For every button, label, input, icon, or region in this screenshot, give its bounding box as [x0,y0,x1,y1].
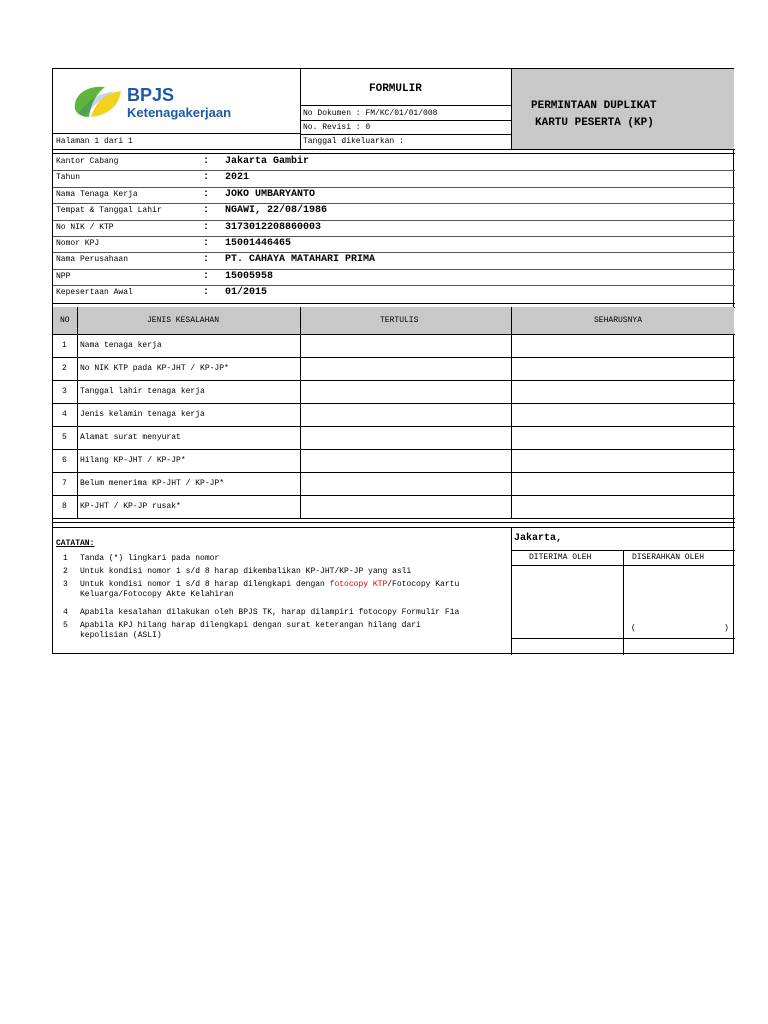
cell-seharusnya[interactable] [512,404,734,425]
th-no: NO [60,316,70,325]
field-label: Tahun [56,173,81,183]
cell-seharusnya[interactable] [512,335,734,356]
row-jenis-kesalahan: No NIK KTP pada KP-JHT / KP-JP* [80,364,229,373]
note-number: 1 [63,554,68,563]
cell-seharusnya[interactable] [512,427,734,448]
th-jenis-kesalahan: JENIS KESALAHAN [147,316,220,325]
halaman: Halaman 1 dari 1 [56,137,133,146]
field-colon: : [203,221,210,233]
logo-sub: Ketenagakerjaan [127,105,232,120]
field-label: Kepesertaan Awal [56,288,133,298]
paren-close: ) [724,624,729,633]
field-colon: : [203,205,210,217]
cell-tertulis[interactable] [301,404,510,425]
title-line-1: PERMINTAAN DUPLIKAT [531,100,657,112]
form-duplikat-kartu-peserta [52,68,734,654]
note-text: Apabila KPJ hilang harap dilengkapi dengan surat keterangan hilang dari [80,621,421,630]
logo-brand: BPJS [127,85,175,105]
field-label: Nomor KPJ [56,239,100,248]
cell-seharusnya[interactable] [512,496,734,517]
row-number: 5 [62,433,67,442]
th-tertulis: TERTULIS [380,316,419,325]
note-text: Apabila kesalahan dilakukan oleh BPJS TK, harap dilampiri fotocopy Formulir F1a [80,608,460,617]
note-text-part: /Fotocopy Kartu [387,580,460,589]
row-jenis-kesalahan: Nama tenaga kerja [80,341,162,350]
th-seharusnya: SEHARUSNYA [594,316,643,325]
field-colon: : [203,254,210,266]
bpjs-logo [69,77,269,127]
note-number: 5 [63,621,68,630]
note-text-highlight: fotocopy KTP [329,580,388,589]
field-value: JOKO UMBARYANTO [225,188,316,200]
title-line-2: KARTU PESERTA (KP) [535,117,654,129]
field-value: Jakarta Gambir [225,156,310,167]
field-colon: : [203,270,210,282]
cell-tertulis[interactable] [301,427,510,448]
formulir-label: FORMULIR [369,83,422,95]
field-label: No NIK / KTP [56,222,114,232]
diserahkan-oleh: DISERAHKAN OLEH [632,553,705,562]
field-label: Nama Perusahaan [56,255,129,265]
field-value: 2021 [225,172,250,184]
field-colon: : [203,188,210,200]
row-jenis-kesalahan: Alamat surat menyurat [80,433,181,442]
cell-tertulis[interactable] [301,381,510,402]
cell-tertulis[interactable] [301,496,510,517]
field-colon: : [203,287,210,299]
note-text: Keluarga/Fotocopy Akte Kelahiran [80,590,234,599]
cell-tertulis[interactable] [301,450,510,471]
note-text: Tanda (*) lingkari pada nomor [80,554,220,563]
catatan-title: CATATAN: [56,539,95,548]
row-jenis-kesalahan: Tanggal lahir tenaga kerja [80,387,205,396]
tanggal-dikeluarkan: Tanggal dikeluarkan : [303,137,404,146]
row-number: 7 [62,479,67,488]
note-text: kepolisian (ASLI) [80,631,162,640]
row-jenis-kesalahan: KP-JHT / KP-JP rusak* [80,502,181,511]
field-label: Tempat & Tanggal Lahir [56,206,162,216]
field-value: 01/2015 [225,287,268,299]
row-number: 2 [62,364,67,373]
diterima-oleh: DITERIMA OLEH [529,553,592,562]
no-revisi: No. Revisi : 0 [303,123,371,132]
row-number: 4 [62,410,67,419]
no-dokumen: No Dokumen : FM/KC/01/01/008 [303,109,438,118]
field-colon: : [203,172,210,184]
signature-received-area[interactable] [512,566,623,638]
field-value: 3173012208860003 [225,221,322,233]
row-jenis-kesalahan: Jenis kelamin tenaga kerja [80,410,205,419]
field-value: 15001446465 [225,238,292,249]
cell-seharusnya[interactable] [512,358,734,379]
paren-open: ( [631,624,636,633]
cell-seharusnya[interactable] [512,381,734,402]
cell-tertulis[interactable] [301,358,510,379]
field-label: NPP [56,271,71,281]
row-number: 8 [62,502,67,511]
note-number: 4 [63,608,68,617]
field-label: Nama Tenaga Kerja [56,189,138,199]
note-number: 3 [63,580,68,589]
field-colon: : [203,156,210,167]
cell-tertulis[interactable] [301,335,510,356]
cell-seharusnya[interactable] [512,450,734,471]
field-value: NGAWI, 22/08/1986 [225,205,328,217]
signature-submitted-area[interactable] [624,566,734,638]
note-number: 2 [63,567,68,576]
cell-seharusnya[interactable] [512,473,734,494]
bpjs-leaf-icon [69,79,125,123]
row-jenis-kesalahan: Hilang KP-JHT / KP-JP* [80,456,186,465]
field-value: PT. CAHAYA MATAHARI PRIMA [225,254,376,266]
field-colon: : [203,238,210,249]
row-jenis-kesalahan: Belum menerima KP-JHT / KP-JP* [80,479,225,488]
field-label: Kantor Cabang [56,157,119,166]
signature-place: Jakarta, [514,533,563,544]
note-text: Untuk kondisi nomor 1 s/d 8 harap dikembalikan KP-JHT/KP-JP yang asli [80,567,412,576]
cell-tertulis[interactable] [301,473,510,494]
note-text-part: Untuk kondisi nomor 1 s/d 8 harap dilengkapi dengan [80,580,330,589]
note-text [80,580,459,590]
row-number: 6 [62,456,67,465]
row-number: 3 [62,387,67,396]
row-number: 1 [62,341,67,350]
field-value: 15005958 [225,270,274,282]
